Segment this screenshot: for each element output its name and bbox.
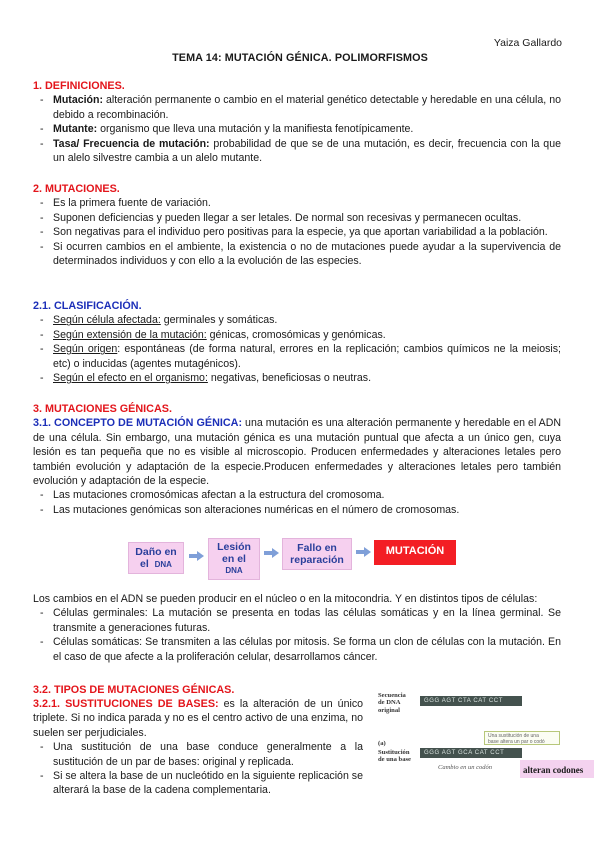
term-label: Mutante:: [53, 123, 98, 136]
box-line: [129, 558, 183, 571]
figure-caption: Cambio en un codón: [438, 764, 492, 771]
sustituciones-paragraph: [33, 697, 363, 740]
paragraph-text: es la alteración de un único triplete. Si no indica parada y no es el centro activo de una enzima, no suelen ser perjudiciales.: [33, 698, 364, 739]
label-line: de DNA: [378, 699, 401, 707]
page-title: TEMA 14: MUTACIÓN GÉNICA. POLIMORFISMOS: [172, 52, 428, 64]
label-line: de una base: [378, 756, 411, 764]
sustituciones-list: [33, 740, 363, 798]
term-text: génicas, cromosómicas y genómicas.: [206, 328, 386, 341]
term-text: organismo que lleva una mutación y la manifiesta fenotípicamente.: [97, 123, 414, 136]
section-sustituciones: [33, 697, 363, 798]
list-item: - Las mutaciones genómicas son alteraciones numéricas en el número de cromosomas.: [33, 503, 561, 517]
list-item: [33, 122, 561, 136]
list-item: [33, 313, 561, 327]
flow-box-mutacion: MUTACIÓN: [374, 540, 456, 565]
genicas-list: [33, 488, 561, 517]
list-item: - Es la primera fuente de variación.: [33, 196, 561, 210]
author-name: Yaiza Gallardo: [493, 37, 562, 49]
list-item: [33, 328, 561, 342]
term-text: probabilidad de que se de una mutación, es decir, frecuencia con la que un alelo silvestre cambia a un alelo mutante.: [53, 137, 561, 165]
mutated-sequence: GGG AGT GCA CAT CCT: [420, 748, 522, 758]
list-item: - Si se altera la base de un nucleótido en la siguiente replicación se alterará la base de la cadena complementaria.: [33, 769, 363, 798]
section-mutaciones-genicas: [33, 402, 561, 517]
note-line: Una sustitución de una: [488, 733, 539, 739]
arrow-right-icon: [272, 548, 279, 558]
box-line: Lesión: [217, 541, 251, 553]
subsection-heading: 3.1. CONCEPTO DE MUTACIÓN GÉNICA:: [33, 417, 243, 430]
list-item: - Las mutaciones cromosómicas afectan a la estructura del cromosoma.: [33, 488, 561, 502]
list-item: - Son negativas para el individuo pero positivas para la especie, ya que aportan variabilidad a la población.: [33, 225, 561, 239]
flow-box-fallo: [282, 538, 352, 570]
box-line: Daño en: [135, 546, 177, 558]
section-clasificacion: [33, 299, 561, 385]
term-label: Según el efecto en el organismo:: [53, 372, 208, 385]
term-label: Según origen: [53, 343, 118, 356]
list-item: - Si ocurren cambios en el ambiente, la existencia o no de mutaciones puede ayudar a la supervivencia de determinados individuos y con ello a la evolución de las especies.: [33, 240, 561, 269]
term-text: germinales y somáticas.: [160, 314, 278, 327]
mutaciones-list: [33, 196, 561, 268]
section-heading: 2. MUTACIONES.: [33, 183, 120, 195]
box-line: en el: [222, 553, 246, 565]
figure-label-original: [378, 692, 406, 714]
list-item: - Suponen deficiencias y pueden llegar a ser letales. De normal son recesivas y permanecen ocultas.: [33, 211, 561, 225]
section-heading: 2.1. CLASIFICACIÓN.: [33, 300, 142, 312]
base-substitution-figure: [378, 692, 594, 780]
box-line: Fallo en: [297, 542, 337, 554]
list-item: [33, 371, 561, 385]
term-label: Según extensión de la mutación:: [53, 328, 207, 341]
flow-box-dano: [128, 542, 184, 574]
cells-paragraph: Los cambios en el ADN se pueden producir en el núcleo o en la mitocondria. Y en distintos tipos de células:: [33, 593, 538, 605]
arrow-right-icon: [364, 547, 371, 557]
concept-paragraph: [33, 416, 561, 488]
figure-note: [484, 731, 560, 745]
list-item: - Células germinales: La mutación se presenta en todas las células somáticas y en la línea germinal. Se transmite a generaciones futuras.: [33, 606, 561, 635]
figure-label-a: (a): [378, 740, 386, 747]
cells-list: [33, 606, 561, 664]
term-label: Según célula afectada:: [53, 314, 161, 327]
list-item: [33, 342, 561, 371]
term-label: Tasa/ Frecuencia de mutación:: [53, 137, 210, 150]
list-item: [33, 137, 561, 166]
term-text: alteración permanente o cambio en el material genético detectable y heredable en una célula, no debido a recombinación.: [53, 94, 561, 121]
subsection-heading: 3.2.1. SUSTITUCIONES DE BASES:: [33, 698, 219, 710]
label-line: Sustitución: [378, 749, 410, 756]
term-label: Mutación:: [53, 94, 104, 107]
label-line: Secuencia: [378, 692, 406, 699]
figure-label-substitution: [378, 749, 411, 764]
list-item: - Una sustitución de una base conduce generalmente a la sustitución de un par de bases: original y replicada.: [33, 740, 363, 769]
box-line: reparación: [290, 554, 344, 566]
dna-label: DNA: [154, 560, 172, 569]
section-heading: 3.2. TIPOS DE MUTACIONES GÉNICAS.: [33, 684, 235, 696]
paragraph-text: una mutación es una alteración permanente y heredable en el ADN de una célula. Sin embargo, una mutación génica es una mutación puntual que afecta a un único gen, cuya lesión es tan pequeña que no es visible al microscopio. Producen enfermedades y alteraciones letales pero también evolución y adaptación de la especie.Producen enfermedades y alteraciones letales pero también evolución y adaptación de la especie.: [33, 417, 561, 488]
alteran-codones-tag: alteran codones: [520, 760, 594, 778]
dna-label: DNA: [225, 566, 243, 575]
definitions-list: [33, 93, 561, 165]
term-text: negativas, beneficiosas o neutras.: [207, 372, 372, 385]
label-line: original: [378, 706, 400, 714]
list-item: - Células somáticas: Se transmiten a las células por mitosis. Se forma un clon de células con la mutación. En el caso de que afecte a la proliferación celular, desarrollamos cáncer.: [33, 635, 561, 664]
clasificacion-list: [33, 313, 561, 385]
section-mutaciones: [33, 182, 561, 268]
section-heading: 3. MUTACIONES GÉNICAS.: [33, 403, 172, 415]
section-cell-types: [33, 592, 561, 664]
flow-box-lesion: [208, 538, 260, 580]
list-item: [33, 93, 561, 122]
section-definiciones: [33, 79, 561, 165]
term-text: : espontáneas (de forma natural, errores en la replicación; cambios químicos ne la meiosis; etc) o inducidas (agentes mutagénicos).: [53, 343, 561, 370]
arrow-right-icon: [197, 551, 204, 561]
original-sequence: GGG AGT CTA CAT CCT: [420, 696, 522, 706]
section-heading: 1. DEFINICIONES.: [33, 80, 125, 92]
box-text: el: [140, 558, 149, 570]
note-line: base altera un par o codó: [488, 739, 545, 745]
